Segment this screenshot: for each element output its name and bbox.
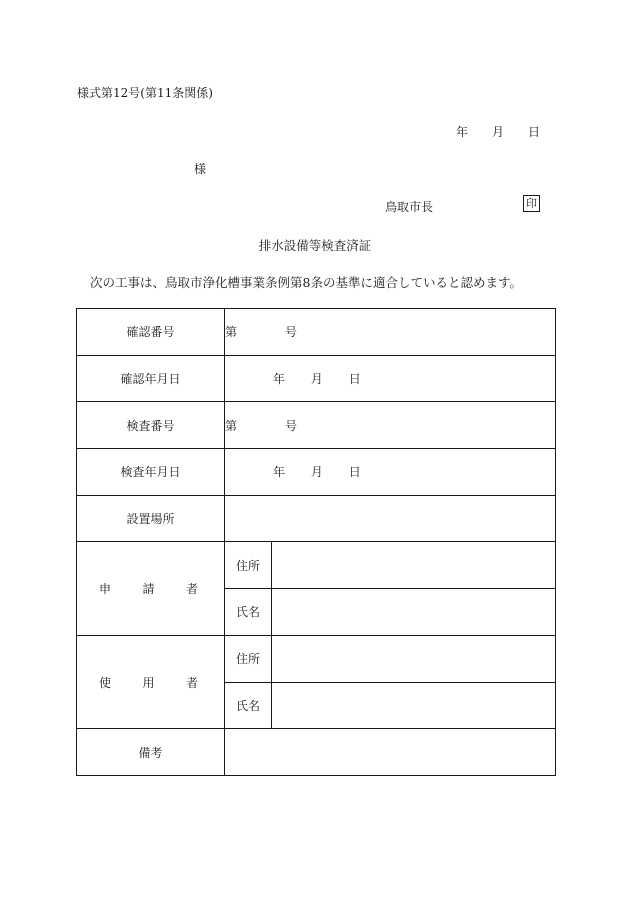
user-label	[77, 635, 225, 728]
seal-mark: 印	[523, 195, 540, 212]
remarks-field[interactable]	[225, 729, 556, 776]
applicant-label	[77, 542, 225, 635]
inspection-year-label: 年	[273, 465, 286, 480]
confirm-day-label: 日	[348, 372, 361, 387]
certificate-table	[76, 308, 556, 776]
addressee-suffix: 様	[194, 162, 207, 176]
confirm-date-label: 確認年月日	[77, 355, 225, 402]
table-row	[77, 495, 556, 542]
inspection-number-label: 検査番号	[77, 402, 225, 449]
inspection-number-suffix: 号	[285, 418, 298, 433]
confirm-number-label: 確認番号	[77, 309, 225, 356]
location-label: 設置場所	[77, 495, 225, 542]
confirm-year-label: 年	[273, 372, 286, 387]
applicant-name-field[interactable]	[272, 589, 556, 636]
inspection-month-label: 月	[310, 465, 323, 480]
form-number: 様式第12号(第11条関係)	[77, 86, 213, 100]
issue-day-label: 日	[528, 125, 541, 139]
confirm-date-field[interactable]	[225, 355, 556, 402]
issue-month-label: 月	[492, 125, 505, 139]
inspection-date-label: 検査年月日	[77, 449, 225, 496]
applicant-char: 請	[142, 582, 155, 597]
applicant-char: 者	[185, 582, 198, 597]
confirm-number-suffix: 号	[285, 325, 298, 340]
document-title: 排水設備等検査済証	[258, 238, 372, 253]
user-name-label: 氏名	[225, 682, 272, 729]
applicant-name-label: 氏名	[225, 589, 272, 636]
location-field[interactable]	[225, 495, 556, 542]
applicant-char: 申	[99, 582, 112, 597]
user-char: 者	[185, 675, 198, 690]
remarks-label: 備考	[77, 729, 225, 776]
inspection-day-label: 日	[348, 465, 361, 480]
user-address-field[interactable]	[272, 635, 556, 682]
table-row	[77, 542, 556, 589]
confirm-number-field[interactable]	[225, 309, 556, 356]
applicant-address-field[interactable]	[272, 542, 556, 589]
user-char: 用	[142, 675, 155, 690]
table-row	[77, 402, 556, 449]
inspection-date-field[interactable]	[225, 449, 556, 496]
table-row	[77, 355, 556, 402]
table-row	[77, 729, 556, 776]
issuer-name: 鳥取市長	[385, 200, 434, 214]
applicant-address-label: 住所	[225, 542, 272, 589]
table-row	[77, 635, 556, 682]
confirm-month-label: 月	[310, 372, 323, 387]
inspection-number-field[interactable]	[225, 402, 556, 449]
user-name-field[interactable]	[272, 682, 556, 729]
table-row	[77, 309, 556, 356]
certification-statement: 次の工事は、鳥取市浄化槽事業条例第8条の基準に適合していると認めます。	[90, 275, 522, 290]
issue-year-label: 年	[456, 125, 469, 139]
inspection-number-prefix: 第	[225, 418, 238, 433]
table-row	[77, 449, 556, 496]
confirm-number-prefix: 第	[225, 325, 238, 340]
user-char: 使	[99, 675, 112, 690]
user-address-label: 住所	[225, 635, 272, 682]
